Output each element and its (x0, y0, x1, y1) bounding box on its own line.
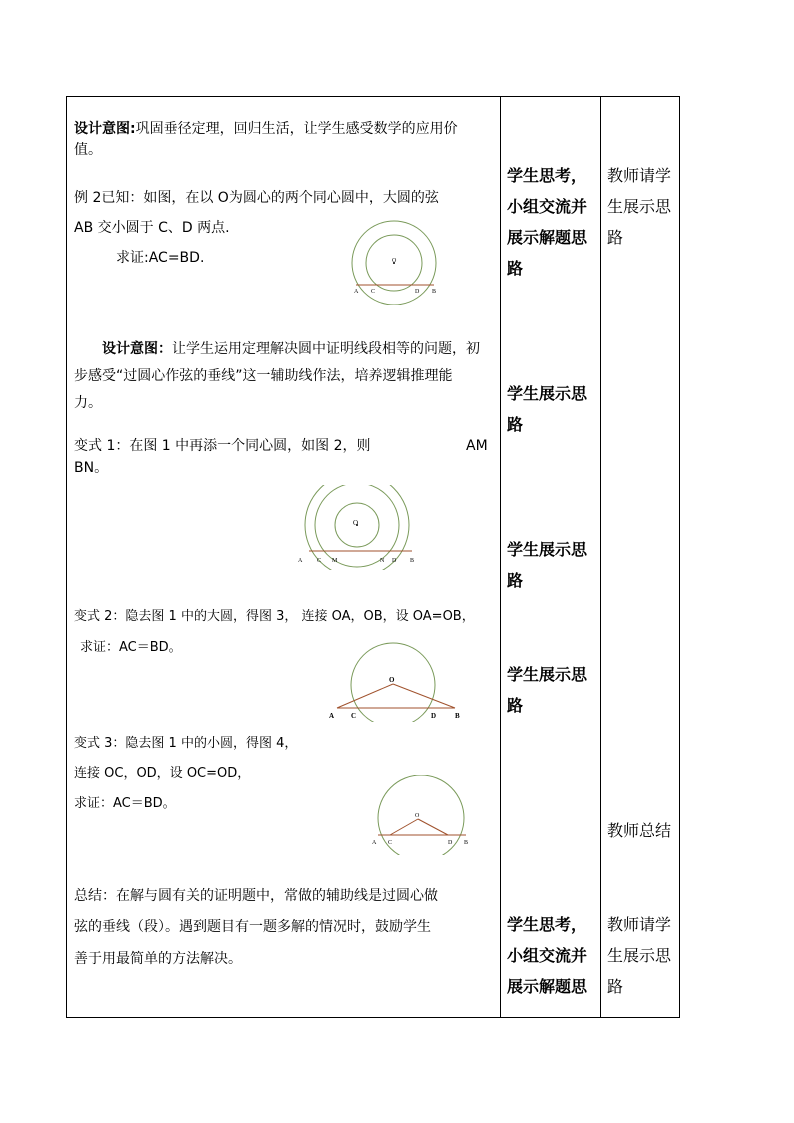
figure-1 (340, 215, 450, 305)
fig1-label-c: C (371, 289, 376, 295)
teacher-note-3-line: 路 (607, 977, 624, 996)
teacher-note-3 (607, 909, 671, 1002)
fig3-label-b: B (455, 712, 460, 720)
fig3-label-o: O (389, 676, 395, 684)
variant3-line3: 求证：AC＝BD。 (74, 796, 176, 811)
variant2-line1: 变式 2：隐去图 1 中的大圆，得图 3， 连接 OA，OB，设 OA=OB， (74, 609, 475, 624)
fig4-label-c: C (388, 840, 393, 846)
student-note-3-line: 路 (507, 571, 524, 590)
teacher-note-1-line: 教师请学 (607, 166, 672, 185)
figure-4 (368, 775, 473, 855)
fig1-label-d: D (415, 289, 420, 295)
fig1-label-b: B (432, 289, 437, 295)
student-note-4-line: 路 (507, 696, 524, 715)
example2-line1: 例 2已知：如图，在以 O为圆心的两个同心圆中，大圆的弦 (74, 190, 439, 206)
student-note-3-line: 学生展示思 (507, 540, 588, 559)
teacher-note-1-line: 生展示思 (607, 197, 672, 216)
student-note-2 (507, 378, 587, 440)
student-note-4-line: 学生展示思 (507, 665, 588, 684)
intent2-line2: 步感受“过圆心作弦的垂线”这一辅助线作法，培养逻辑推理能 (74, 368, 453, 384)
fig4-line-od (418, 819, 448, 835)
intent2-line3: 力。 (74, 395, 102, 411)
fig3-label-c: C (351, 712, 357, 720)
figure-3 (325, 640, 470, 722)
student-note-1 (507, 160, 587, 284)
student-note-5-line: 学生思考， (507, 915, 588, 934)
student-note-1-line: 路 (507, 259, 524, 278)
student-note-5 (507, 909, 587, 1002)
student-note-5-line: 小组交流并 (507, 946, 588, 965)
fig2-label-o: O (353, 519, 359, 527)
student-note-1-line: 学生思考， (507, 166, 588, 185)
figure-2 (292, 485, 432, 570)
intent1-line1: 设计意图:巩固垂径定理，回归生活，让学生感受数学的应用价 (74, 121, 458, 137)
fig3-label-a: A (329, 712, 335, 720)
student-note-2-line: 学生展示思 (507, 384, 588, 403)
intent1-line2: 值。 (74, 142, 102, 158)
example2-line2: AB 交小圆于 C、D 两点. (74, 220, 230, 236)
intent2-line1: 设计意图：让学生运用定理解决圆中证明线段相等的问题，初 (102, 341, 480, 357)
summary-line1: 总结：在解与圆有关的证明题中，常做的辅助线是过圆心做 (74, 888, 438, 904)
student-note-1-line: 展示解题思 (507, 228, 588, 247)
fig3-line-ob (393, 684, 455, 708)
fig3-label-d: D (431, 712, 437, 720)
variant1-line1: 变式 1：在图 1 中再添一个同心圆，如图 2，则 (74, 438, 371, 454)
fig4-line-oc (390, 819, 418, 835)
fig4-label-a: A (372, 840, 377, 846)
student-note-1-line: 小组交流并 (507, 197, 588, 216)
teacher-note-1 (607, 160, 671, 253)
fig2-label-n: N (380, 558, 385, 564)
fig2-label-b: B (410, 558, 415, 564)
variant3-line1: 变式 3：隐去图 1 中的小圆，得图 4， (74, 736, 298, 751)
teacher-note-3-line: 教师请学 (607, 915, 672, 934)
column-divider-1 (500, 97, 501, 1017)
student-note-5-line: 展示解题思 (507, 977, 588, 996)
variant1-line2: BN。 (74, 460, 109, 476)
summary-line2: 弦的垂线（段）。遇到题目有一题多解的情况时，鼓励学生 (74, 919, 431, 935)
column-divider-2 (600, 97, 601, 1017)
student-note-4 (507, 659, 587, 721)
fig2-label-d: D (392, 558, 397, 564)
student-note-3 (507, 534, 587, 596)
fig4-label-d: D (448, 840, 453, 846)
teacher-note-1-line: 路 (607, 228, 624, 247)
fig1-label-o: O (392, 258, 397, 264)
variant2-line2: 求证：AC＝BD。 (80, 640, 182, 655)
teacher-note-3-line: 生展示思 (607, 946, 672, 965)
fig3-line-oa (337, 684, 393, 708)
fig2-label-m: M (332, 558, 338, 564)
summary-line3: 善于用最简单的方法解决。 (74, 951, 242, 967)
example2-prove: 求证:AC=BD. (116, 250, 205, 266)
teacher-note-2: 教师总结 (607, 821, 672, 840)
fig4-label-b: B (464, 840, 469, 846)
fig2-label-c: C (317, 558, 322, 564)
variant3-line2: 连接 OC，OD，设 OC=OD， (74, 766, 251, 781)
fig2-label-a: A (298, 558, 303, 564)
student-note-2-line: 路 (507, 415, 524, 434)
fig4-label-o: O (415, 813, 420, 819)
variant1-am: AM (466, 438, 488, 454)
fig1-label-a: A (354, 289, 359, 295)
